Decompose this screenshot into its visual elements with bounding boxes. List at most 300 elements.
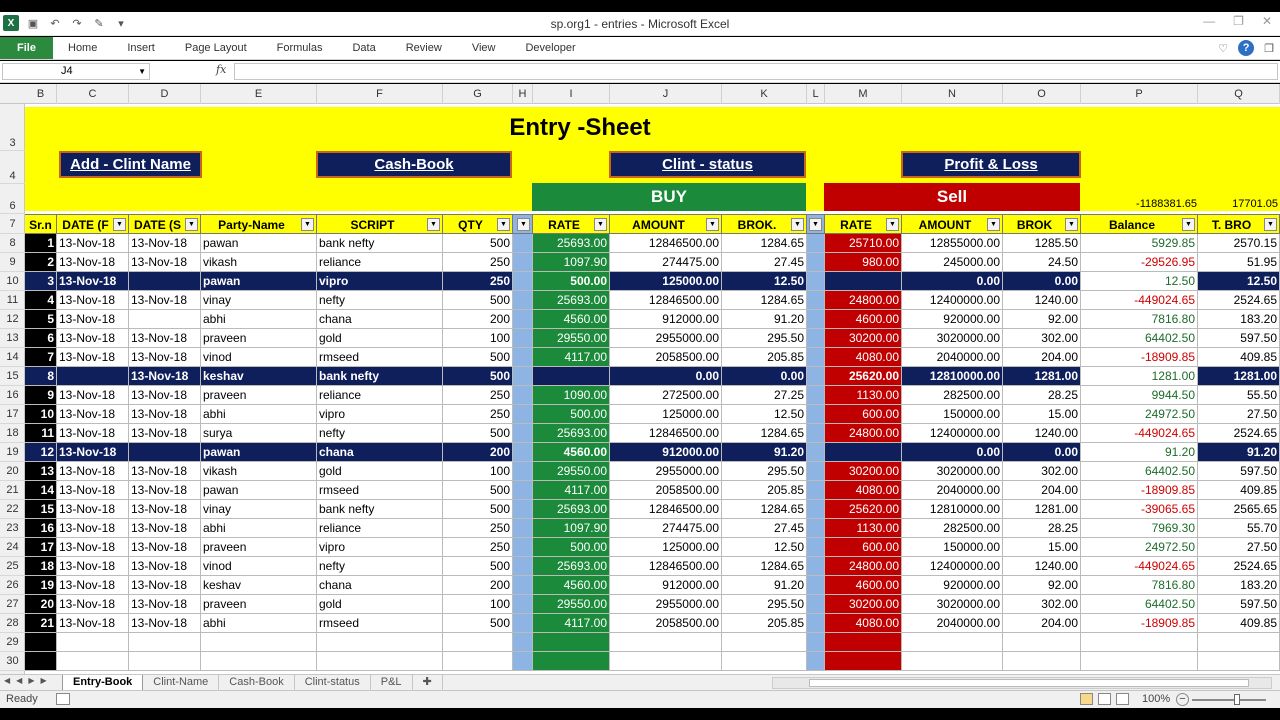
cell-l[interactable] bbox=[807, 576, 825, 595]
cell-sbrok[interactable]: 15.00 bbox=[1003, 405, 1081, 424]
sheet-tab-clint-name[interactable]: Clint-Name bbox=[143, 675, 219, 690]
cell-qty[interactable]: 100 bbox=[443, 329, 513, 348]
cell-srate[interactable]: 980.00 bbox=[825, 253, 902, 272]
cell-script[interactable]: vipro bbox=[317, 405, 443, 424]
cell-sr[interactable]: 5 bbox=[25, 310, 57, 329]
cell-bbrok[interactable]: 1284.65 bbox=[722, 234, 807, 253]
cell-bal[interactable]: -449024.65 bbox=[1081, 424, 1198, 443]
cell-sr[interactable]: 18 bbox=[25, 557, 57, 576]
cell-bbrok[interactable]: 12.50 bbox=[722, 405, 807, 424]
cell-bal[interactable]: -39065.65 bbox=[1081, 500, 1198, 519]
cell-script[interactable]: vipro bbox=[317, 272, 443, 291]
cell-bal[interactable]: 91.20 bbox=[1081, 443, 1198, 462]
row-header-30[interactable]: 30 bbox=[0, 652, 25, 671]
cell-bal[interactable]: 7816.80 bbox=[1081, 576, 1198, 595]
cell-h[interactable] bbox=[513, 652, 533, 671]
cell-script[interactable]: nefty bbox=[317, 424, 443, 443]
cell-party[interactable]: abhi bbox=[201, 310, 317, 329]
page-layout-view-icon[interactable] bbox=[1098, 693, 1111, 705]
cell-bamt[interactable]: 2955000.00 bbox=[610, 329, 722, 348]
cell-bbrok[interactable]: 12.50 bbox=[722, 272, 807, 291]
cell-samt[interactable]: 0.00 bbox=[902, 443, 1003, 462]
cell-bbrok[interactable]: 205.85 bbox=[722, 614, 807, 633]
cell-srate[interactable]: 30200.00 bbox=[825, 329, 902, 348]
cell-samt[interactable]: 3020000.00 bbox=[902, 595, 1003, 614]
ribbon-tab-page-layout[interactable]: Page Layout bbox=[184, 42, 247, 54]
cell-l[interactable] bbox=[807, 348, 825, 367]
cell-script[interactable]: bank nefty bbox=[317, 234, 443, 253]
row-header-14[interactable]: 14 bbox=[0, 348, 25, 367]
restore-icon[interactable]: ❐ bbox=[1233, 14, 1244, 28]
cell-script[interactable] bbox=[317, 633, 443, 652]
cell-h[interactable] bbox=[513, 253, 533, 272]
cell-party[interactable]: abhi bbox=[201, 405, 317, 424]
cell-script[interactable]: gold bbox=[317, 329, 443, 348]
cell-bal[interactable]: -18909.85 bbox=[1081, 614, 1198, 633]
cell-l[interactable] bbox=[807, 481, 825, 500]
cell-brate[interactable]: 500.00 bbox=[533, 538, 610, 557]
cell-srate[interactable]: 1130.00 bbox=[825, 386, 902, 405]
cell-samt[interactable]: 920000.00 bbox=[902, 310, 1003, 329]
cell-bamt[interactable]: 0.00 bbox=[610, 367, 722, 386]
cell-bamt[interactable]: 125000.00 bbox=[610, 272, 722, 291]
filter-dropdown-icon[interactable]: ▼ bbox=[517, 218, 530, 231]
cell-sr[interactable]: 13 bbox=[25, 462, 57, 481]
cell-bbrok[interactable]: 295.50 bbox=[722, 595, 807, 614]
cell-h[interactable] bbox=[513, 538, 533, 557]
cell-script[interactable]: rmseed bbox=[317, 614, 443, 633]
table-row[interactable] bbox=[25, 462, 1280, 481]
cell-samt[interactable]: 150000.00 bbox=[902, 538, 1003, 557]
cell-bbrok[interactable]: 27.45 bbox=[722, 519, 807, 538]
column-header-h[interactable]: H bbox=[513, 84, 533, 104]
cell-brate[interactable]: 25693.00 bbox=[533, 500, 610, 519]
cell-h[interactable] bbox=[513, 443, 533, 462]
insert-sheet-icon[interactable]: ✚ bbox=[413, 675, 443, 690]
table-row[interactable] bbox=[25, 405, 1280, 424]
table-row[interactable] bbox=[25, 253, 1280, 272]
cell-script[interactable]: vipro bbox=[317, 538, 443, 557]
cell-srate[interactable]: 4600.00 bbox=[825, 310, 902, 329]
cell-d1[interactable]: 13-Nov-18 bbox=[57, 443, 129, 462]
cell-qty[interactable]: 200 bbox=[443, 576, 513, 595]
cell-sbrok[interactable]: 302.00 bbox=[1003, 595, 1081, 614]
column-header-q[interactable]: Q bbox=[1198, 84, 1280, 104]
cell-qty[interactable]: 500 bbox=[443, 291, 513, 310]
cell-d2[interactable]: 13-Nov-18 bbox=[129, 234, 201, 253]
cell-d2[interactable]: 13-Nov-18 bbox=[129, 595, 201, 614]
row-header-17[interactable]: 17 bbox=[0, 405, 25, 424]
cell-party[interactable]: praveen bbox=[201, 329, 317, 348]
cell-bamt[interactable]: 2955000.00 bbox=[610, 595, 722, 614]
cell-l[interactable] bbox=[807, 386, 825, 405]
cell-brate[interactable]: 25693.00 bbox=[533, 424, 610, 443]
ribbon-tab-home[interactable]: Home bbox=[68, 42, 98, 54]
cell-qty[interactable]: 100 bbox=[443, 595, 513, 614]
table-row[interactable] bbox=[25, 481, 1280, 500]
filter-dropdown-icon[interactable]: ▼ bbox=[185, 218, 198, 231]
cell-l[interactable] bbox=[807, 443, 825, 462]
row-header-7[interactable]: 7 bbox=[0, 214, 25, 234]
cell-bbrok[interactable]: 27.45 bbox=[722, 253, 807, 272]
row-header-29[interactable]: 29 bbox=[0, 633, 25, 652]
cell-tbrok[interactable]: 1281.00 bbox=[1198, 367, 1280, 386]
cell-d1[interactable]: 13-Nov-18 bbox=[57, 329, 129, 348]
cell-sbrok[interactable]: 204.00 bbox=[1003, 348, 1081, 367]
cell-srate[interactable]: 4080.00 bbox=[825, 614, 902, 633]
sheet-tab-cash-book[interactable]: Cash-Book bbox=[219, 675, 294, 690]
cell-brate[interactable]: 4560.00 bbox=[533, 443, 610, 462]
cell-srate[interactable]: 25710.00 bbox=[825, 234, 902, 253]
cell-d2[interactable]: 13-Nov-18 bbox=[129, 538, 201, 557]
cell-bal[interactable]: 64402.50 bbox=[1081, 329, 1198, 348]
cell-srate[interactable]: 600.00 bbox=[825, 538, 902, 557]
sheet-tab-p-l[interactable]: P&L bbox=[371, 675, 413, 690]
row-header-19[interactable]: 19 bbox=[0, 443, 25, 462]
cell-sr[interactable]: 2 bbox=[25, 253, 57, 272]
cell-h[interactable] bbox=[513, 310, 533, 329]
redo-icon[interactable]: ↷ bbox=[72, 17, 82, 30]
cell-samt[interactable]: 3020000.00 bbox=[902, 462, 1003, 481]
cell-tbrok[interactable]: 2570.15 bbox=[1198, 234, 1280, 253]
cell-tbrok[interactable] bbox=[1198, 652, 1280, 671]
row-header-21[interactable]: 21 bbox=[0, 481, 25, 500]
cell-bbrok[interactable] bbox=[722, 652, 807, 671]
ribbon-tab-view[interactable]: View bbox=[471, 42, 496, 54]
cell-sbrok[interactable]: 1240.00 bbox=[1003, 291, 1081, 310]
cell-d1[interactable]: 13-Nov-18 bbox=[57, 310, 129, 329]
row-header-3[interactable]: 3 bbox=[0, 104, 25, 151]
cell-sbrok[interactable]: 1281.00 bbox=[1003, 500, 1081, 519]
cell-h[interactable] bbox=[513, 424, 533, 443]
cell-d1[interactable]: 13-Nov-18 bbox=[57, 291, 129, 310]
cell-party[interactable]: praveen bbox=[201, 538, 317, 557]
cell-d1[interactable]: 13-Nov-18 bbox=[57, 424, 129, 443]
cell-bamt[interactable]: 12846500.00 bbox=[610, 234, 722, 253]
cell-sbrok[interactable]: 0.00 bbox=[1003, 443, 1081, 462]
next-sheet-icon[interactable]: ▶ bbox=[28, 676, 35, 685]
cell-d1[interactable]: 13-Nov-18 bbox=[57, 576, 129, 595]
cell-tbrok[interactable]: 597.50 bbox=[1198, 462, 1280, 481]
cell-h[interactable] bbox=[513, 557, 533, 576]
table-row[interactable] bbox=[25, 652, 1280, 671]
cell-d2[interactable]: 13-Nov-18 bbox=[129, 367, 201, 386]
cell-samt[interactable]: 282500.00 bbox=[902, 386, 1003, 405]
row-header-24[interactable]: 24 bbox=[0, 538, 25, 557]
filter-dropdown-icon[interactable]: ▼ bbox=[886, 218, 899, 231]
cell-d2[interactable]: 13-Nov-18 bbox=[129, 405, 201, 424]
table-row[interactable] bbox=[25, 329, 1280, 348]
cell-d1[interactable]: 13-Nov-18 bbox=[57, 519, 129, 538]
row-header-16[interactable]: 16 bbox=[0, 386, 25, 405]
cell-bamt[interactable] bbox=[610, 652, 722, 671]
cell-l[interactable] bbox=[807, 253, 825, 272]
cell-qty[interactable]: 250 bbox=[443, 272, 513, 291]
cell-brate[interactable]: 500.00 bbox=[533, 405, 610, 424]
cell-tbrok[interactable]: 12.50 bbox=[1198, 272, 1280, 291]
table-row[interactable] bbox=[25, 348, 1280, 367]
column-header-c[interactable]: C bbox=[57, 84, 129, 104]
cell-samt[interactable]: 282500.00 bbox=[902, 519, 1003, 538]
cell-bamt[interactable]: 12846500.00 bbox=[610, 291, 722, 310]
cell-tbrok[interactable]: 597.50 bbox=[1198, 329, 1280, 348]
cell-h[interactable] bbox=[513, 367, 533, 386]
cell-srate[interactable] bbox=[825, 443, 902, 462]
table-row[interactable] bbox=[25, 576, 1280, 595]
cell-samt[interactable]: 12855000.00 bbox=[902, 234, 1003, 253]
cell-party[interactable]: vinod bbox=[201, 557, 317, 576]
worksheet[interactable] bbox=[25, 104, 1280, 674]
cell-party[interactable]: abhi bbox=[201, 614, 317, 633]
row-header-11[interactable]: 11 bbox=[0, 291, 25, 310]
row-header-27[interactable]: 27 bbox=[0, 595, 25, 614]
table-row[interactable] bbox=[25, 291, 1280, 310]
cell-brate[interactable] bbox=[533, 367, 610, 386]
cell-h[interactable] bbox=[513, 234, 533, 253]
cell-tbrok[interactable]: 2524.65 bbox=[1198, 557, 1280, 576]
cell-d2[interactable]: 13-Nov-18 bbox=[129, 424, 201, 443]
cell-qty[interactable]: 200 bbox=[443, 443, 513, 462]
cell-qty[interactable] bbox=[443, 652, 513, 671]
cell-d1[interactable]: 13-Nov-18 bbox=[57, 614, 129, 633]
last-sheet-icon[interactable]: ▶ bbox=[40, 676, 47, 685]
table-row[interactable] bbox=[25, 538, 1280, 557]
minimize-ribbon-icon[interactable]: ♡ bbox=[1218, 42, 1229, 55]
cell-bal[interactable] bbox=[1081, 652, 1198, 671]
cell-sr[interactable] bbox=[25, 633, 57, 652]
cell-srate[interactable]: 30200.00 bbox=[825, 595, 902, 614]
cell-sbrok[interactable]: 1240.00 bbox=[1003, 557, 1081, 576]
cell-qty[interactable]: 500 bbox=[443, 424, 513, 443]
cell-srate[interactable]: 4080.00 bbox=[825, 481, 902, 500]
cell-l[interactable] bbox=[807, 310, 825, 329]
cell-sbrok[interactable]: 92.00 bbox=[1003, 310, 1081, 329]
table-row[interactable] bbox=[25, 367, 1280, 386]
cell-party[interactable]: keshav bbox=[201, 576, 317, 595]
cell-h[interactable] bbox=[513, 291, 533, 310]
cell-h[interactable] bbox=[513, 614, 533, 633]
cell-d2[interactable]: 13-Nov-18 bbox=[129, 348, 201, 367]
cell-bal[interactable]: 12.50 bbox=[1081, 272, 1198, 291]
cell-srate[interactable]: 25620.00 bbox=[825, 367, 902, 386]
cell-samt[interactable]: 3020000.00 bbox=[902, 329, 1003, 348]
cell-bbrok[interactable]: 91.20 bbox=[722, 576, 807, 595]
cell-bbrok[interactable]: 205.85 bbox=[722, 348, 807, 367]
cell-samt[interactable]: 2040000.00 bbox=[902, 481, 1003, 500]
cell-bamt[interactable]: 274475.00 bbox=[610, 253, 722, 272]
column-header-e[interactable]: E bbox=[201, 84, 317, 104]
cell-script[interactable]: bank nefty bbox=[317, 367, 443, 386]
row-header-22[interactable]: 22 bbox=[0, 500, 25, 519]
cell-tbrok[interactable]: 409.85 bbox=[1198, 348, 1280, 367]
column-header-k[interactable]: K bbox=[722, 84, 807, 104]
cell-bal[interactable]: -18909.85 bbox=[1081, 481, 1198, 500]
cell-bal[interactable]: 64402.50 bbox=[1081, 595, 1198, 614]
cell-brate[interactable]: 4117.00 bbox=[533, 348, 610, 367]
cell-bal[interactable]: 9944.50 bbox=[1081, 386, 1198, 405]
filter-dropdown-icon[interactable]: ▼ bbox=[791, 218, 804, 231]
cell-bal[interactable]: -29526.95 bbox=[1081, 253, 1198, 272]
column-header-f[interactable]: F bbox=[317, 84, 443, 104]
cell-script[interactable]: reliance bbox=[317, 253, 443, 272]
cell-script[interactable]: rmseed bbox=[317, 348, 443, 367]
table-row[interactable] bbox=[25, 310, 1280, 329]
cell-script[interactable]: chana bbox=[317, 310, 443, 329]
cell-sr[interactable]: 6 bbox=[25, 329, 57, 348]
add-client-button[interactable]: Add - Clint Name bbox=[59, 151, 202, 178]
minimize-icon[interactable]: — bbox=[1203, 14, 1216, 28]
zoom-slider-knob[interactable] bbox=[1234, 694, 1240, 705]
cell-qty[interactable]: 500 bbox=[443, 614, 513, 633]
cell-srate[interactable]: 4080.00 bbox=[825, 348, 902, 367]
cell-bamt[interactable]: 274475.00 bbox=[610, 519, 722, 538]
horizontal-scrollbar[interactable] bbox=[772, 677, 1272, 689]
cell-tbrok[interactable]: 183.20 bbox=[1198, 576, 1280, 595]
column-header-p[interactable]: P bbox=[1081, 84, 1198, 104]
cell-bal[interactable]: 7969.30 bbox=[1081, 519, 1198, 538]
cell-d1[interactable]: 13-Nov-18 bbox=[57, 386, 129, 405]
cell-tbrok[interactable]: 51.95 bbox=[1198, 253, 1280, 272]
column-header-i[interactable]: I bbox=[533, 84, 610, 104]
row-header-26[interactable]: 26 bbox=[0, 576, 25, 595]
cell-party[interactable]: surya bbox=[201, 424, 317, 443]
filter-dropdown-icon[interactable]: ▼ bbox=[301, 218, 314, 231]
cell-sr[interactable]: 12 bbox=[25, 443, 57, 462]
cell-d1[interactable]: 13-Nov-18 bbox=[57, 405, 129, 424]
cell-bbrok[interactable]: 27.25 bbox=[722, 386, 807, 405]
column-header-m[interactable]: M bbox=[825, 84, 902, 104]
cell-h[interactable] bbox=[513, 329, 533, 348]
cell-script[interactable]: reliance bbox=[317, 386, 443, 405]
cell-d1[interactable] bbox=[57, 652, 129, 671]
cell-bal[interactable]: 7816.80 bbox=[1081, 310, 1198, 329]
cell-script[interactable]: gold bbox=[317, 462, 443, 481]
cell-qty[interactable] bbox=[443, 633, 513, 652]
cell-script[interactable]: nefty bbox=[317, 291, 443, 310]
cell-brate[interactable]: 25693.00 bbox=[533, 291, 610, 310]
cell-bal[interactable]: 24972.50 bbox=[1081, 405, 1198, 424]
cell-qty[interactable]: 250 bbox=[443, 538, 513, 557]
cell-bal[interactable]: 24972.50 bbox=[1081, 538, 1198, 557]
cell-sbrok[interactable] bbox=[1003, 633, 1081, 652]
row-header-6[interactable]: 6 bbox=[0, 184, 25, 214]
cell-sr[interactable]: 10 bbox=[25, 405, 57, 424]
cell-d2[interactable] bbox=[129, 443, 201, 462]
row-header-18[interactable]: 18 bbox=[0, 424, 25, 443]
cell-sbrok[interactable]: 28.25 bbox=[1003, 519, 1081, 538]
cell-l[interactable] bbox=[807, 500, 825, 519]
cell-bbrok[interactable]: 12.50 bbox=[722, 538, 807, 557]
cell-bamt[interactable]: 912000.00 bbox=[610, 443, 722, 462]
cell-bal[interactable] bbox=[1081, 633, 1198, 652]
cell-script[interactable] bbox=[317, 652, 443, 671]
cell-sbrok[interactable]: 1285.50 bbox=[1003, 234, 1081, 253]
cell-brate[interactable]: 4117.00 bbox=[533, 481, 610, 500]
workbook-restore-icon[interactable]: ❐ bbox=[1264, 42, 1274, 55]
cell-party[interactable]: praveen bbox=[201, 386, 317, 405]
close-icon[interactable]: ✕ bbox=[1261, 14, 1272, 28]
cell-script[interactable]: bank nefty bbox=[317, 500, 443, 519]
cell-party[interactable]: pawan bbox=[201, 234, 317, 253]
column-header-n[interactable]: N bbox=[902, 84, 1003, 104]
column-header-d[interactable]: D bbox=[129, 84, 201, 104]
cell-tbrok[interactable] bbox=[1198, 633, 1280, 652]
format-painter-icon[interactable]: ✎ bbox=[94, 17, 104, 30]
client-status-button[interactable]: Clint - status bbox=[609, 151, 806, 178]
cell-bamt[interactable]: 12846500.00 bbox=[610, 500, 722, 519]
cell-bbrok[interactable]: 91.20 bbox=[722, 443, 807, 462]
cell-srate[interactable]: 4600.00 bbox=[825, 576, 902, 595]
cell-h[interactable] bbox=[513, 348, 533, 367]
help-icon[interactable]: ? bbox=[1238, 40, 1254, 56]
cell-d2[interactable]: 13-Nov-18 bbox=[129, 557, 201, 576]
table-row[interactable] bbox=[25, 386, 1280, 405]
cell-bal[interactable]: -449024.65 bbox=[1081, 557, 1198, 576]
zoom-level[interactable]: 100% bbox=[1142, 693, 1171, 705]
cell-d2[interactable] bbox=[129, 652, 201, 671]
cell-d1[interactable]: 13-Nov-18 bbox=[57, 538, 129, 557]
cell-script[interactable]: rmseed bbox=[317, 481, 443, 500]
cell-h[interactable] bbox=[513, 576, 533, 595]
filter-dropdown-icon[interactable]: ▼ bbox=[809, 218, 822, 231]
filter-dropdown-icon[interactable]: ▼ bbox=[987, 218, 1000, 231]
cell-script[interactable]: chana bbox=[317, 576, 443, 595]
cell-sr[interactable]: 16 bbox=[25, 519, 57, 538]
cell-l[interactable] bbox=[807, 633, 825, 652]
table-row[interactable] bbox=[25, 614, 1280, 633]
cell-brate[interactable]: 4117.00 bbox=[533, 614, 610, 633]
cell-sr[interactable]: 15 bbox=[25, 500, 57, 519]
cell-samt[interactable]: 2040000.00 bbox=[902, 614, 1003, 633]
cell-srate[interactable]: 25620.00 bbox=[825, 500, 902, 519]
cell-samt[interactable] bbox=[902, 652, 1003, 671]
cell-party[interactable]: pawan bbox=[201, 443, 317, 462]
row-header-8[interactable]: 8 bbox=[0, 234, 25, 253]
cell-sbrok[interactable]: 15.00 bbox=[1003, 538, 1081, 557]
cell-srate[interactable] bbox=[825, 633, 902, 652]
cell-samt[interactable] bbox=[902, 633, 1003, 652]
filter-dropdown-icon[interactable]: ▼ bbox=[1065, 218, 1078, 231]
cell-bamt[interactable]: 912000.00 bbox=[610, 310, 722, 329]
cell-sr[interactable] bbox=[25, 652, 57, 671]
column-header-j[interactable]: J bbox=[610, 84, 722, 104]
cell-d1[interactable]: 13-Nov-18 bbox=[57, 272, 129, 291]
cell-sbrok[interactable]: 204.00 bbox=[1003, 614, 1081, 633]
cell-h[interactable] bbox=[513, 462, 533, 481]
cell-d2[interactable]: 13-Nov-18 bbox=[129, 500, 201, 519]
cell-l[interactable] bbox=[807, 652, 825, 671]
cell-d1[interactable]: 13-Nov-18 bbox=[57, 500, 129, 519]
row-header-15[interactable]: 15 bbox=[0, 367, 25, 386]
cell-qty[interactable]: 500 bbox=[443, 367, 513, 386]
cell-sr[interactable]: 3 bbox=[25, 272, 57, 291]
cell-d1[interactable]: 13-Nov-18 bbox=[57, 234, 129, 253]
cell-d2[interactable]: 13-Nov-18 bbox=[129, 614, 201, 633]
row-header-4[interactable]: 4 bbox=[0, 151, 25, 184]
cell-bal[interactable]: 5929.85 bbox=[1081, 234, 1198, 253]
cell-bbrok[interactable]: 1284.65 bbox=[722, 291, 807, 310]
cell-sbrok[interactable] bbox=[1003, 652, 1081, 671]
cell-brate[interactable]: 1090.00 bbox=[533, 386, 610, 405]
cell-party[interactable]: vinay bbox=[201, 500, 317, 519]
cell-party[interactable]: pawan bbox=[201, 272, 317, 291]
cell-brate[interactable]: 29550.00 bbox=[533, 462, 610, 481]
cell-sbrok[interactable]: 0.00 bbox=[1003, 272, 1081, 291]
table-row[interactable] bbox=[25, 443, 1280, 462]
cell-bbrok[interactable] bbox=[722, 633, 807, 652]
cell-brate[interactable]: 25693.00 bbox=[533, 557, 610, 576]
cell-d2[interactable]: 13-Nov-18 bbox=[129, 253, 201, 272]
